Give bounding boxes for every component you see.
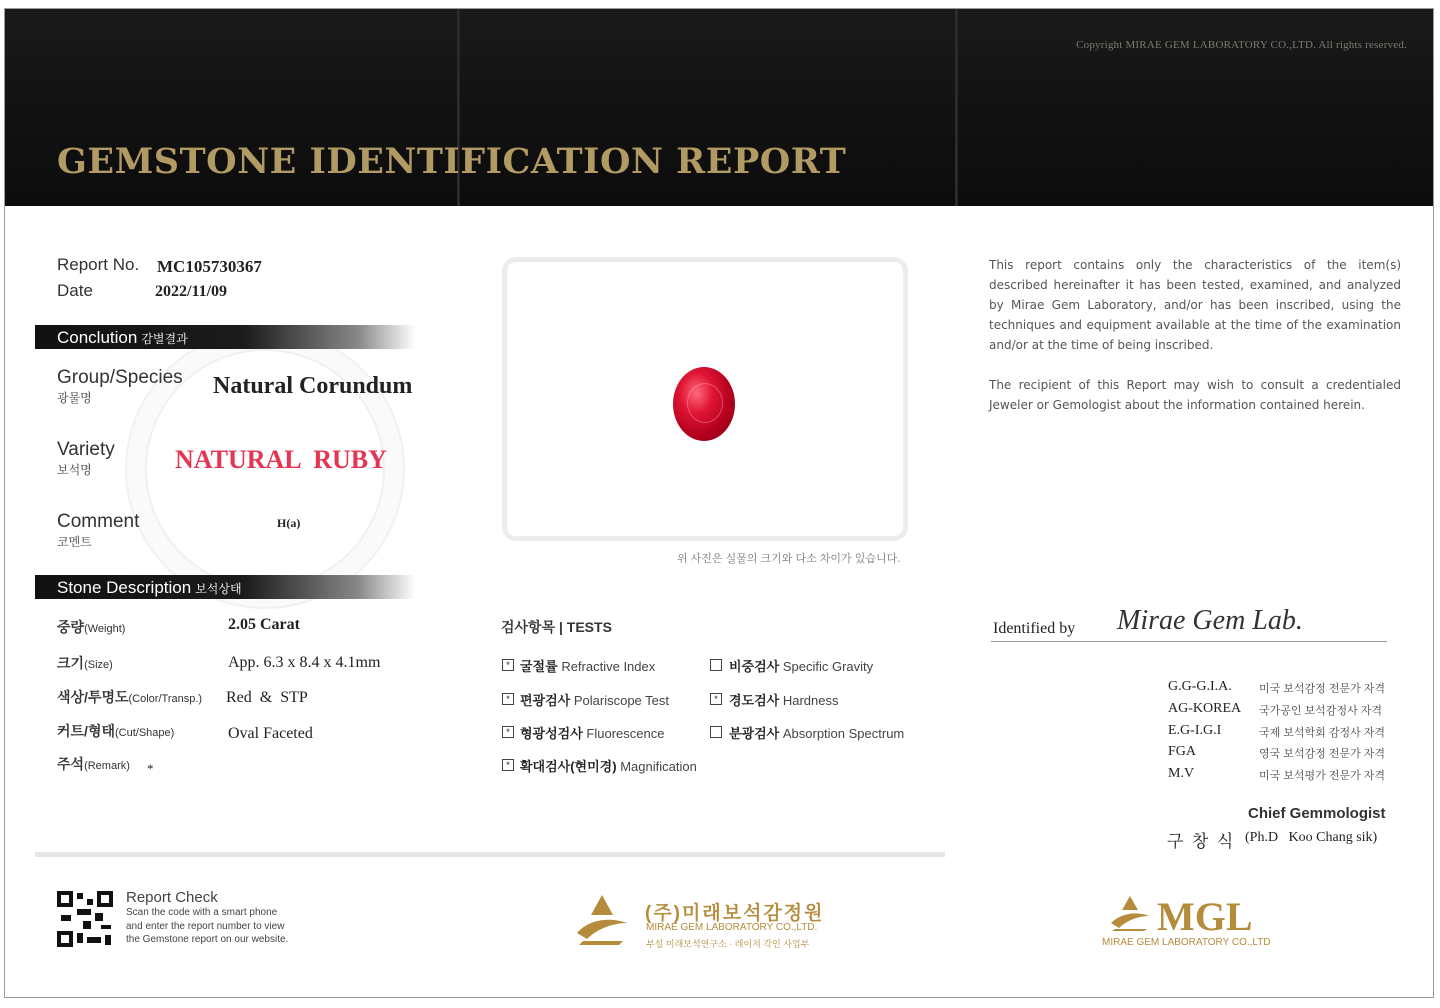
gem-photo-frame [502,257,908,541]
report-check-line: Scan the code with a smart phone [126,907,278,918]
credential-desc: 미국 보석평가 전문가 자격 [1259,770,1386,782]
date-value: 2022/11/09 [155,283,228,300]
cut-shape-value: Oval Faceted [228,725,313,742]
mgl-logo-icon [1109,895,1151,931]
size-value: App. 6.3 x 8.4 x 4.1mm [228,654,381,671]
photo-caption: 위 사진은 실물의 크기와 다소 차이가 있습니다. [677,553,901,565]
divider [35,852,945,857]
gemmologist-name-en: (Ph.D Koo Chang sik) [1245,830,1378,845]
test-polariscope: 편광검사 Polariscope Test [520,693,670,708]
credential-desc: 영국 보석감정 전문가 자격 [1259,748,1386,760]
test-specific-gravity: 비중검사 Specific Gravity [729,659,874,674]
conclusion-heading-bar [35,325,415,349]
signature: Mirae Gem Lab. [1117,605,1303,636]
copyright-text: Copyright MIRAE GEM LABORATORY CO.,LTD. All rights reserved. [1076,39,1407,51]
remark-value: * [147,761,154,776]
seam-divider [955,9,958,206]
identified-by-label: Identified by [993,620,1076,637]
credential-desc: 국제 보석학회 감정사 자격 [1259,727,1386,739]
size-label: 크기(Size) [57,655,113,671]
mirae-logo-icon [573,893,631,945]
report-check-line: the Gemstone report on our website. [126,934,289,945]
absorption-spectrum-checkbox [710,726,722,738]
variety-label-kr: 보석명 [57,463,92,477]
weight-label: 중량(Weight) [57,619,126,635]
credential-desc: 미국 보석감정 전문가 자격 [1259,683,1386,695]
conclusion-heading: Conclution 감별결과 [57,328,188,347]
comment-label: Comment [57,511,140,532]
header-band [5,9,1434,206]
test-fluorescence: 형광성검사 Fluorescence [520,726,665,741]
polariscope-checkbox: * [502,693,514,705]
test-magnification: 확대검사(현미경) Magnification [520,759,697,774]
certificate-sheet [4,8,1434,998]
mgl-wordmark: MGL [1157,894,1253,939]
remark-label: 주석(Remark) [57,756,130,772]
specific-gravity-checkbox [710,659,722,671]
test-absorption-spectrum: 분광검사 Absorption Spectrum [729,726,905,741]
disclaimer-paragraph-1: This report contains only the characteristics of the item(s) described hereinafter it has been tested, examined, and analyzed by Mirae Gem Laboratory, and/or has been inscribed, using the techniques and equipment available at the time of the examination and/or at the time of being inscribed. [989,258,1401,352]
lab-subtitle: 부설 미래보석연구소 · 레이저 각인 사업부 [646,939,810,949]
weight-value: 2.05 Carat [228,616,300,633]
credential-code: FGA [1168,744,1197,759]
test-refractive-index: 굴절률 Refractive Index [520,659,656,674]
report-no-value: MC105730367 [157,257,262,276]
mgl-subtitle: MIRAE GEM LABORATORY CO.,LTD [1102,937,1271,948]
credential-code: M.V [1168,766,1195,781]
stone-description-heading: Stone Description 보석상태 [57,578,242,597]
date-label: Date [57,281,93,300]
qr-code-icon[interactable] [57,891,113,947]
report-title: GEMSTONE IDENTIFICATION REPORT [57,141,847,182]
disclaimer-paragraph-2: The recipient of this Report may wish to consult a credentialed Jeweler or Gemologist about the information contained herein. [989,378,1401,412]
fluorescence-checkbox: * [502,726,514,738]
chief-gemmologist-title: Chief Gemmologist [1248,805,1386,822]
ruby-gem-image [673,367,735,441]
hardness-checkbox: * [710,693,722,705]
comment-label-kr: 코멘트 [57,535,92,549]
comment-value: H(a) [277,516,301,530]
credential-code: AG-KOREA [1168,701,1242,716]
variety-value: NATURAL RUBY [175,445,387,474]
refractive-index-checkbox: * [502,659,514,671]
group-species-label: Group/Species [57,367,183,388]
color-label: 색상/투명도(Color/Transp.) [57,689,203,705]
report-no-label: Report No. [57,255,140,274]
test-hardness: 경도검사 Hardness [729,693,839,708]
group-species-value: Natural Corundum [213,373,413,399]
group-species-label-kr: 광물명 [57,391,92,405]
credential-code: G.G-G.I.A. [1168,679,1232,694]
cut-shape-label: 커트/형태(Cut/Shape) [57,723,175,739]
report-check-title: Report Check [126,889,218,906]
color-value: Red & STP [226,689,308,706]
stone-description-heading-bar [35,575,415,599]
report-check-line: and enter the report number to view [126,921,285,932]
variety-label: Variety [57,439,115,460]
magnification-checkbox: * [502,759,514,771]
credential-code: E.G-I.G.I [1168,723,1222,738]
tests-heading: 검사항목 | TESTS [501,619,612,635]
credential-desc: 국가공인 보석감정사 자격 [1259,705,1382,717]
gemmologist-name-kr: 구 창 식 [1167,832,1234,851]
lab-name-kr: (주)미래보석감정원 [645,903,825,924]
lab-name-en: MIRAE GEM LABORATORY CO.,LTD. [646,922,818,933]
signature-line [991,641,1387,642]
